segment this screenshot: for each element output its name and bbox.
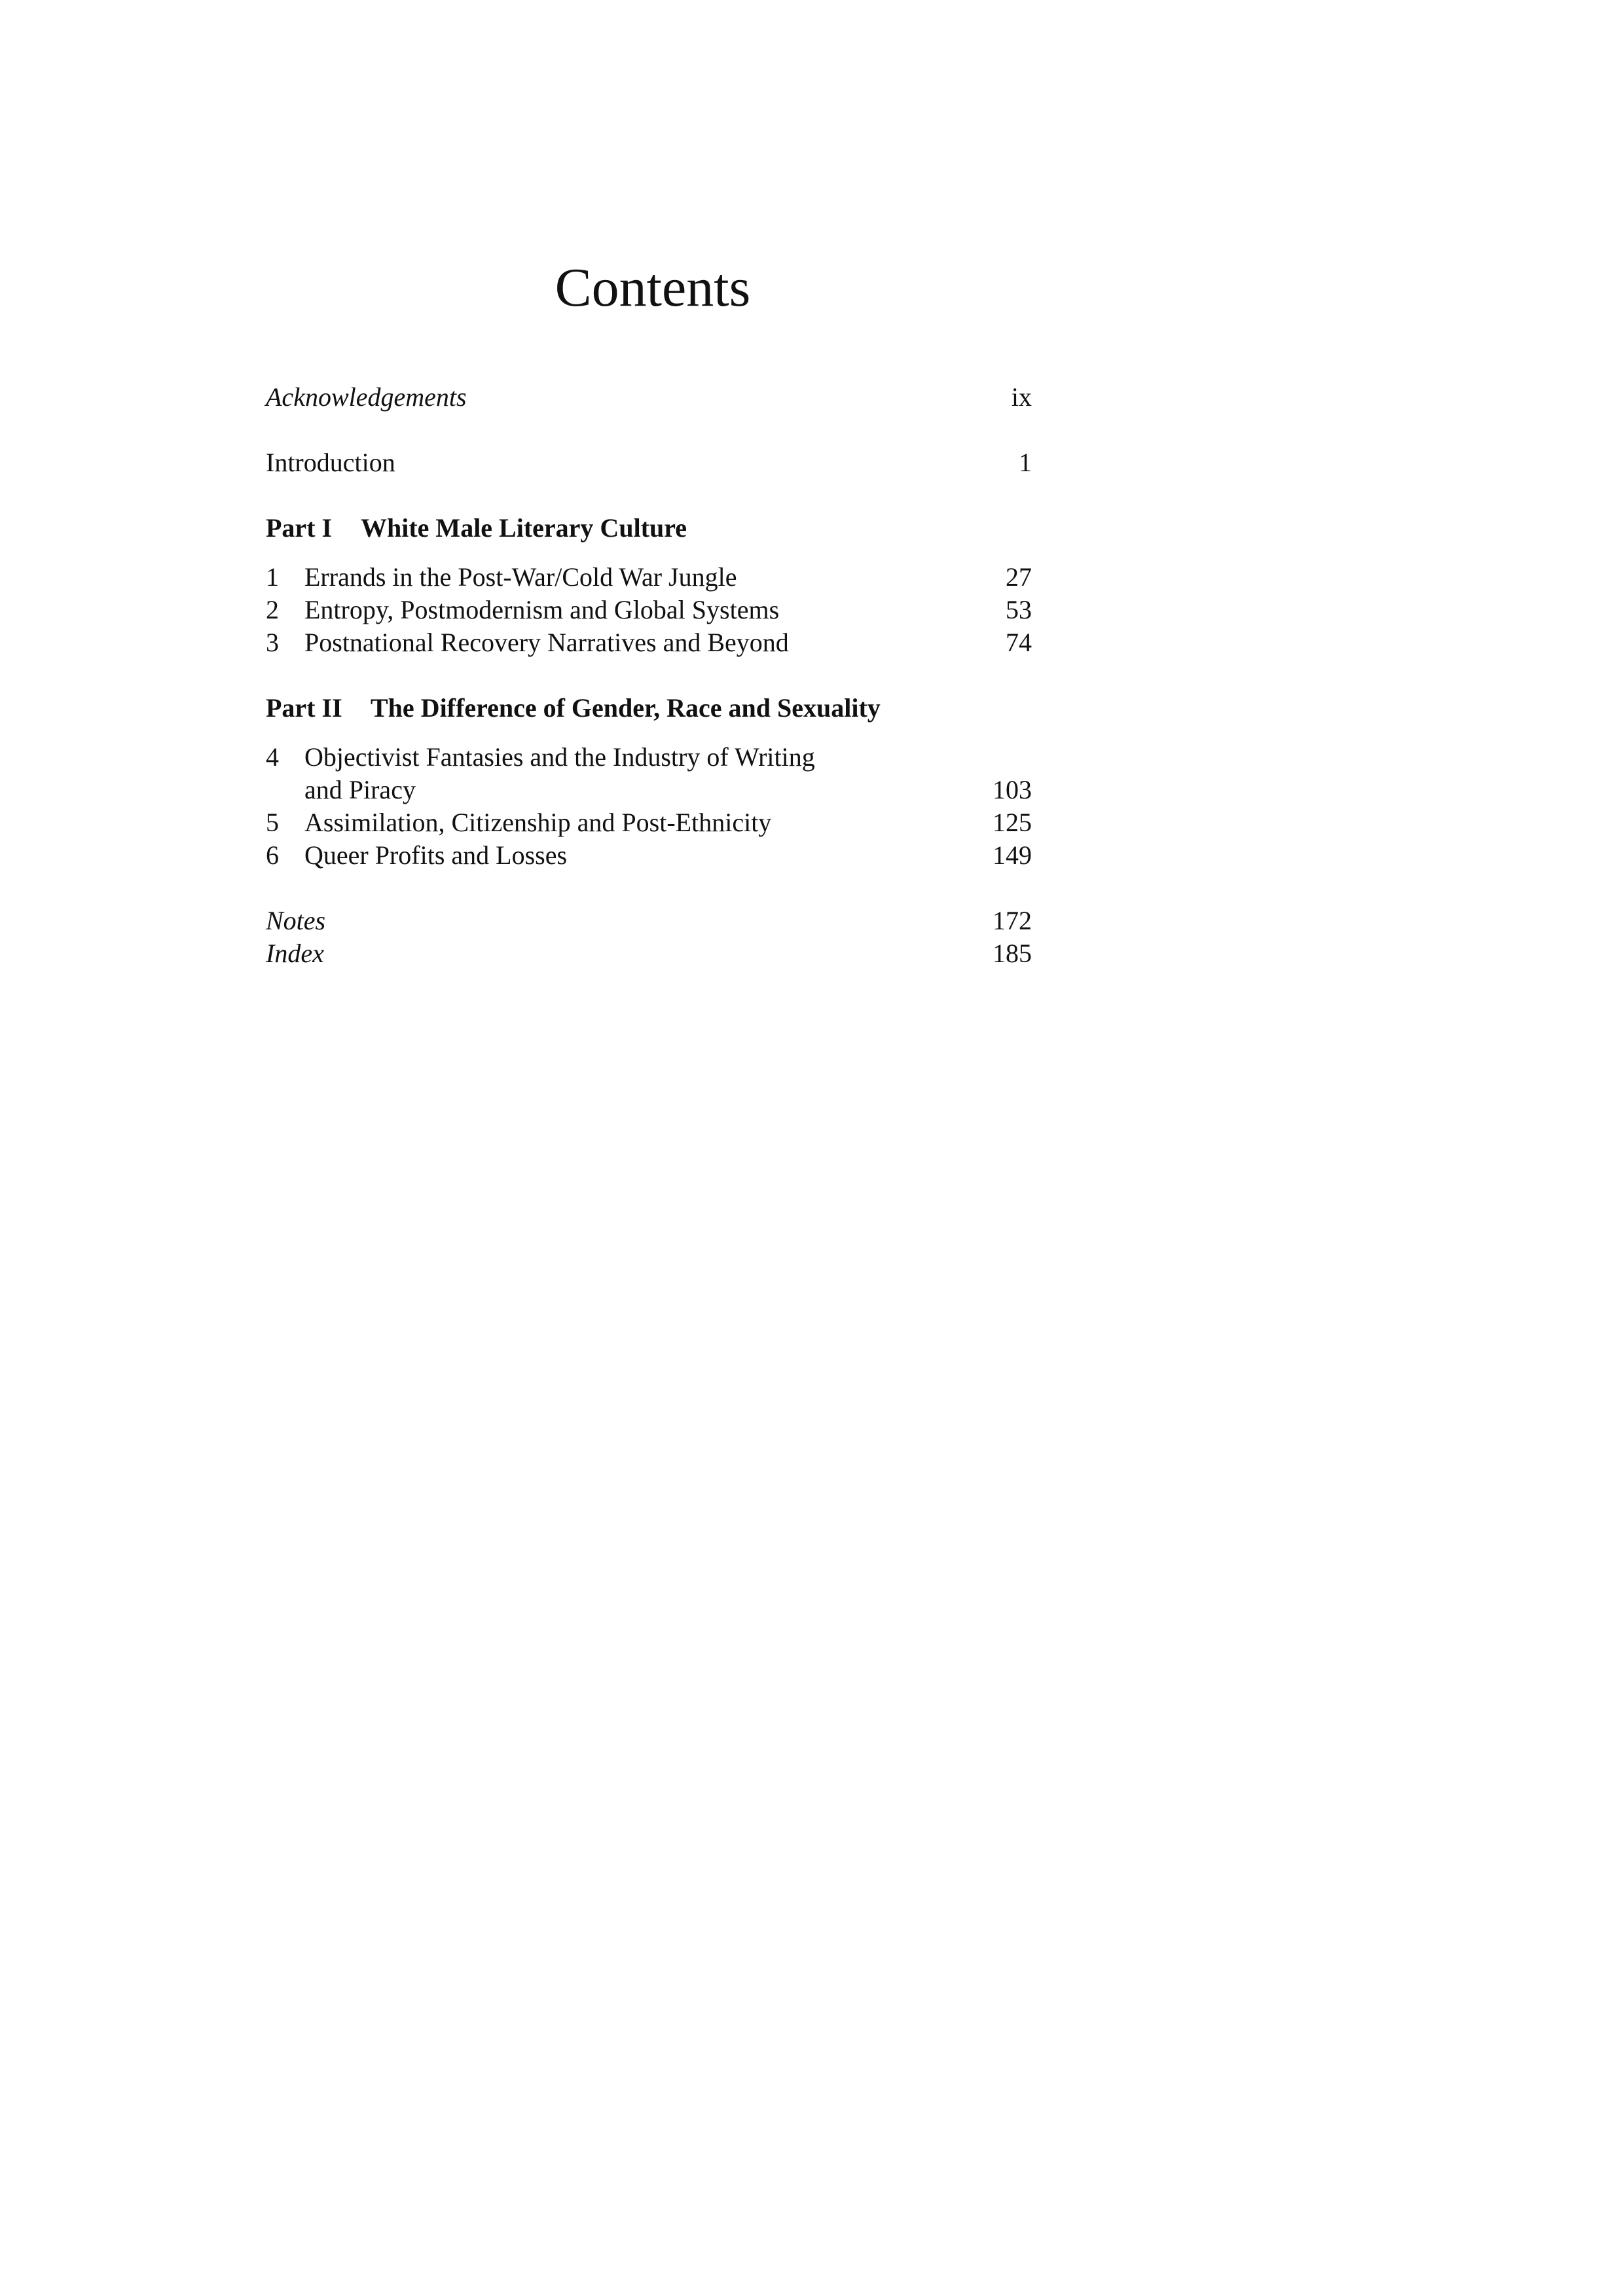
toc-entry-page: 185 (993, 939, 1032, 968)
toc-entry-label: Introduction (266, 448, 395, 477)
chapter-number: 2 (266, 595, 279, 624)
toc-entry-page: 53 (1006, 595, 1032, 624)
toc-entry-page: 27 (1006, 562, 1032, 592)
toc-entry-chapter-4[interactable] (266, 741, 1032, 774)
chapter-number: 1 (266, 562, 279, 592)
toc-entry-chapter-2[interactable] (266, 594, 1032, 626)
part-label: Part II (266, 693, 342, 723)
chapter-title: Entropy, Postmodernism and Global Systems (304, 595, 780, 624)
chapter-number: 3 (266, 628, 279, 657)
toc-entry-page: 149 (993, 840, 1032, 870)
chapter-title: Errands in the Post-War/Cold War Jungle (304, 562, 737, 592)
chapter-title: Postnational Recovery Narratives and Beyond (304, 628, 789, 657)
toc-entry-chapter-4-continued[interactable] (266, 774, 1032, 806)
chapter-title: Assimilation, Citizenship and Post-Ethnicity (304, 808, 772, 837)
toc-entry-notes[interactable] (266, 905, 1032, 937)
toc-entry-chapter-1[interactable] (266, 561, 1032, 594)
toc-entry-page: 125 (993, 808, 1032, 837)
part-title: White Male Literary Culture (361, 513, 687, 543)
toc-entry-label: Index (266, 939, 324, 968)
part-heading-1[interactable] (266, 512, 1032, 545)
toc-entry-page: 74 (1006, 628, 1032, 657)
chapter-title: Queer Profits and Losses (304, 840, 568, 870)
toc-entry-page: 172 (993, 906, 1032, 935)
chapter-title-line-1: Objectivist Fantasies and the Industry of Writing (304, 742, 815, 772)
chapter-number: 5 (266, 808, 279, 837)
part-label: Part I (266, 513, 333, 543)
toc-entry-chapter-3[interactable] (266, 626, 1032, 659)
toc-entry-introduction[interactable] (266, 446, 1032, 479)
page-title: Contents (555, 257, 751, 319)
chapter-number: 6 (266, 840, 279, 870)
toc-entry-chapter-5[interactable] (266, 806, 1032, 839)
toc-entry-page: 103 (993, 775, 1032, 804)
part-title: The Difference of Gender, Race and Sexuality (371, 693, 881, 723)
toc-entry-chapter-6[interactable] (266, 839, 1032, 872)
toc-entry-label: Notes (266, 906, 326, 935)
chapter-title-line-2: and Piracy (304, 775, 416, 804)
chapter-number: 4 (266, 742, 279, 772)
toc-entry-page: 1 (1019, 448, 1032, 477)
toc-entry-index[interactable] (266, 937, 1032, 970)
part-heading-2[interactable] (266, 692, 1032, 725)
toc-entry-page: ix (1011, 382, 1032, 412)
toc-entry-label: Acknowledgements (266, 382, 467, 412)
toc-entry-acknowledgements[interactable] (266, 381, 1032, 414)
